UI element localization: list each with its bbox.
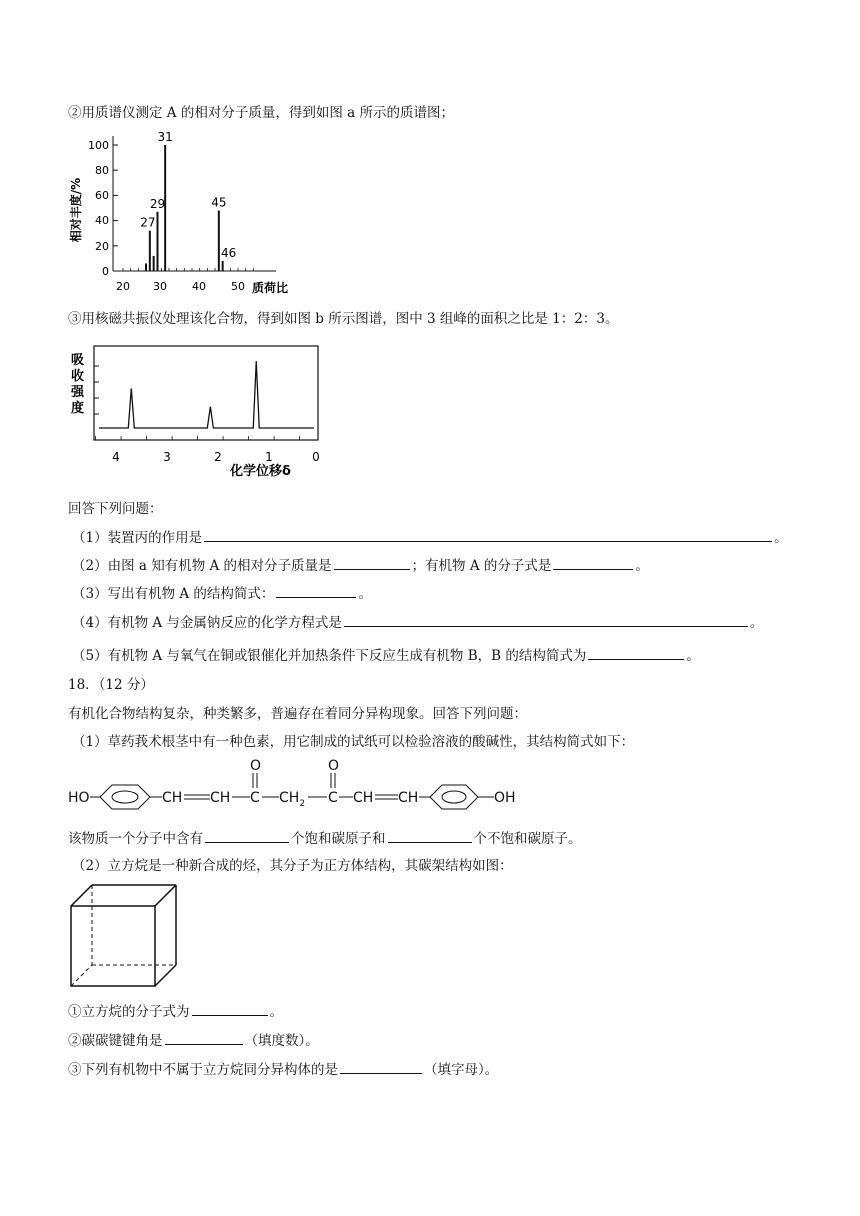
question-2: [72, 556, 649, 575]
formula-oh: OH: [494, 790, 516, 806]
q18-2b-end: （填度数）。: [244, 1033, 319, 1049]
figa-peak-label-29: 29: [149, 196, 166, 211]
q3-blank[interactable]: [276, 584, 356, 598]
figa-peak-label-45: 45: [211, 195, 227, 210]
formula-ch2: $CH_2$: [279, 790, 306, 809]
q4-blank[interactable]: [344, 613, 748, 627]
benzene-ring-right: [430, 785, 478, 809]
q2-end: 。: [635, 558, 649, 574]
isomer-letter-blank[interactable]: [340, 1060, 422, 1074]
q18-part1-answer: [68, 829, 582, 848]
figa-xtick-40: 40: [192, 280, 206, 293]
benzene-ring-left: [100, 785, 150, 809]
formula-ho: HO: [68, 790, 90, 806]
q18-1-text-mid: 个饱和碳原子和: [291, 831, 386, 847]
figa-ytick-60: 60: [95, 189, 109, 202]
figa-ytick-0: 0: [102, 265, 109, 278]
q18-part2-b: [68, 1031, 319, 1050]
figa-peak-label-27: 27: [140, 215, 156, 230]
q18-intro: 有机化合物结构复杂，种类繁多，普遍存在着同分异构现象。回答下列问题：: [68, 706, 527, 722]
formula-ch-2: CH: [210, 790, 231, 806]
curcumin-structural-formula: [66, 756, 536, 816]
q4-text: （4）有机物 A 与金属钠反应的化学方程式是: [72, 615, 342, 631]
figa-xlabel: 质荷比: [252, 281, 289, 295]
figure-b-nmr-spectrum: [66, 344, 326, 479]
q1-blank[interactable]: [204, 528, 772, 542]
figa-xtick-30: 30: [153, 280, 167, 293]
figa-xtick-50: 50: [231, 280, 245, 293]
q2-blank-mass[interactable]: [334, 556, 410, 570]
q18-part2-a: [68, 1002, 283, 1021]
saturated-carbon-blank[interactable]: [205, 829, 289, 843]
question-3: [72, 584, 372, 603]
figb-xlabel: 化学位移δ: [230, 464, 291, 479]
unsaturated-carbon-blank[interactable]: [388, 829, 472, 843]
q2-text-mid: ；有机物 A 的分子式是: [411, 558, 552, 574]
q18-1-text: 该物质一个分子中含有: [68, 831, 203, 847]
bond-angle-blank[interactable]: [165, 1031, 243, 1045]
q5-blank[interactable]: [588, 646, 684, 660]
figure-a-mass-spectrum: [66, 128, 306, 298]
figa-ytick-100: 100: [88, 139, 109, 152]
question-5: [72, 646, 700, 665]
q5-text: （5）有机物 A 与氧气在铜或银催化并加热条件下反应生成有机物 B，B 的结构简式为: [72, 648, 587, 664]
q2-text: （2）由图 a 知有机物 A 的相对分子质量是: [72, 558, 332, 574]
step2-text: ②用质谱仪测定 A 的相对分子质量，得到如图 a 所示的质谱图；: [68, 105, 454, 121]
figb-xtick-0: 0: [312, 450, 320, 464]
figb-xtick-3: 3: [163, 450, 171, 464]
figa-peak-label-46: 46: [221, 245, 237, 260]
figb-frame: [94, 346, 318, 440]
figb-ylabel-2: 收: [71, 369, 85, 384]
formula-ch-4: CH: [398, 790, 419, 806]
formula-c-1: C: [250, 790, 260, 806]
figa-ytick-80: 80: [95, 164, 109, 177]
q18-2a-end: 。: [269, 1004, 283, 1020]
question-1: [72, 528, 788, 547]
cubane-formula-blank[interactable]: [192, 1002, 268, 1016]
figb-xtick-1: 1: [265, 450, 273, 464]
question-4: [72, 613, 763, 632]
cubane-cube-diagram: [68, 882, 188, 990]
question-18-heading: 18．（12 分）: [68, 677, 154, 693]
q2-blank-formula[interactable]: [553, 556, 633, 570]
figa-ytick-40: 40: [95, 214, 109, 227]
q18-1-text-end: 个不饱和碳原子。: [473, 831, 582, 847]
q1-end: 。: [774, 530, 788, 546]
q18-2c-text: ③下列有机物中不属于立方烷同分异构体的是: [68, 1062, 338, 1078]
figa-xtick-20: 20: [116, 280, 130, 293]
figb-ylabel-1: 吸: [71, 353, 85, 368]
figb-xtick-2: 2: [214, 450, 222, 464]
q3-text: （3）写出有机物 A 的结构简式：: [72, 586, 275, 602]
q18-2a-text: ①立方烷的分子式为: [68, 1004, 190, 1020]
q18-2c-end: （填字母）。: [424, 1062, 499, 1078]
figa-ylabel: 相对丰度/%: [69, 177, 83, 243]
q18-part1: （1）草药莪术根茎中有一种色素，用它制成的试纸可以检验溶液的酸碱性，其结构简式如下：: [72, 734, 635, 750]
q3-end: 。: [358, 586, 372, 602]
q4-end: 。: [749, 615, 764, 631]
figb-spectrum-line: [99, 361, 314, 428]
q5-end: 。: [686, 648, 700, 664]
formula-o-1: O: [250, 758, 262, 774]
figa-peak-label-31: 31: [157, 130, 173, 144]
q1-text: （1）装置丙的作用是: [72, 530, 203, 546]
q18-part2: （2）立方烷是一种新合成的烃，其分子为正方体结构，其碳架结构如图：: [72, 858, 513, 874]
formula-ch-1: CH: [162, 790, 183, 806]
figa-ytick-20: 20: [95, 240, 109, 253]
q18-2b-text: ②碳碳键键角是: [68, 1033, 163, 1049]
formula-o-2: O: [328, 758, 340, 774]
formula-c-2: C: [328, 790, 338, 806]
step3-text: ③用核磁共振仪处理该化合物，得到如图 b 所示图谱，图中 3 组峰的面积之比是 1：2：3。: [68, 311, 619, 327]
q18-part2-c: [68, 1060, 498, 1079]
intro-text: 回答下列问题：: [68, 501, 163, 517]
figb-xtick-4: 4: [112, 450, 120, 464]
figb-ylabel-3: 强: [71, 385, 85, 400]
formula-ch-3: CH: [353, 790, 374, 806]
figb-ylabel-4: 度: [71, 401, 85, 416]
